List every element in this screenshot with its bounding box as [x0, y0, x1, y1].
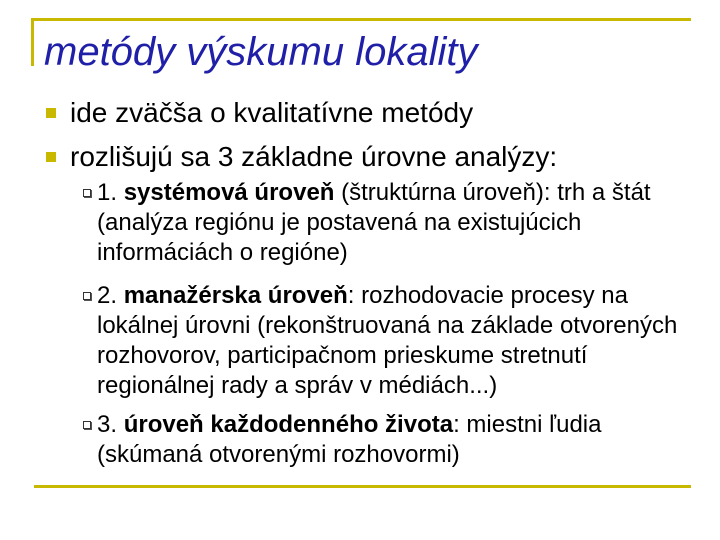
- slide-title: metódy výskumu lokality: [44, 30, 478, 74]
- hollow-square-bullet-icon: [83, 421, 91, 429]
- square-bullet-icon: [46, 108, 56, 118]
- level-number: 2.: [97, 282, 124, 309]
- sub-bullet-text: [97, 410, 693, 470]
- level-description: (štruktúrna úroveň): trh a štát (analýza regiónu je postavená na existujúcich informáciách o regióne): [97, 179, 651, 266]
- sub-bullet-item: [83, 178, 693, 268]
- bullet-text: rozlišujú sa 3 základne úrovne analýzy:: [70, 141, 558, 172]
- level-name: systémová úroveň: [123, 179, 335, 206]
- hollow-square-bullet-icon: [83, 292, 91, 300]
- sub-bullet-item: [83, 410, 693, 470]
- level-number: 1.: [97, 179, 124, 206]
- hollow-square-bullet-icon: [83, 189, 91, 197]
- sub-bullet-item: [83, 281, 693, 401]
- top-rule: [31, 18, 691, 21]
- square-bullet-icon: [46, 152, 56, 162]
- level-number: 3.: [97, 411, 124, 438]
- level-description: : miestni ľudia (skúmaná otvorenými rozhovormi): [97, 411, 602, 468]
- sub-bullet-text: [97, 281, 693, 401]
- left-rule: [31, 18, 34, 66]
- level-description: : rozhodovacie procesy na lokálnej úrovni (rekonštruovaná na základe otvorených rozhovorov, participačnom prieskume stretnutí regionálnej rady a správ v médiách...): [97, 282, 678, 399]
- sub-bullet-text: [97, 178, 693, 268]
- level-name: manažérska úroveň: [123, 282, 348, 309]
- bottom-rule: [34, 485, 691, 488]
- bullet-text: ide zväčša o kvalitatívne metódy: [70, 97, 474, 128]
- level-name: úroveň každodenného života: [123, 411, 454, 438]
